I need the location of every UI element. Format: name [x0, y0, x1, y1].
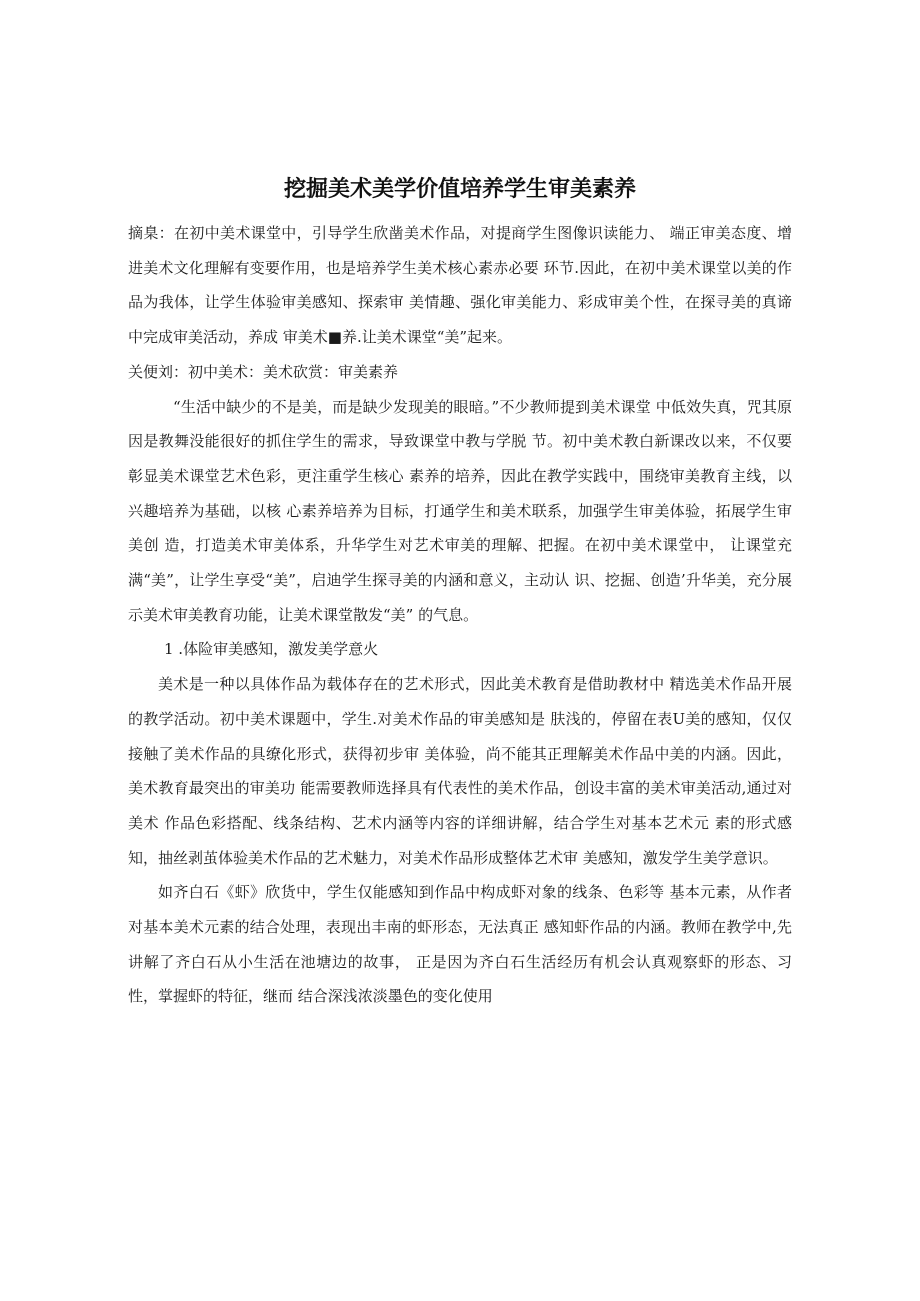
document-title: 挖掘美术美学价值培养学生审美素养 [283, 177, 636, 202]
keywords-line: 关便刘：初中美术：美术砍赏：审美素养 [128, 362, 399, 381]
body-paragraph-2: 美术是一种以具体作品为载体存在的艺术形式，因此美术教育是借助教材中 精选美术作品开展的教学活动。初中美术课题中，学生.对美术作品的审美感知是 肤浅的，停留在表U美的感知，仅仅接触了美术作品的具缭化形式，获得初步审 美体验，尚不能其正理解美术作品中美的内涵。因此，美术教育最突出的审美功 能需要教师选择具有代表性的美术作品，创设丰富的美术审美活动,通过对美术 作品色彩搭配、线条结构、艺术内涵等内容的详细讲解，结合学生对基本艺术元 素的形式感知，抽丝剥茧体验美术作品的艺术魅力，对美术作品形成整体艺术审 美感知，激发学生美学意识。 [128, 675, 792, 867]
document-body [128, 216, 792, 1014]
section-heading-1: 1 .体险审美感知，激发美学意火 [164, 640, 379, 659]
body-paragraph-1: “生活中缺少的不是美，而是缺少发现美的眼暗。”不少教师提到美术课堂 中低效失真，咒其原因是教舞没能很好的抓住学生的需求，导致课堂中教与学脱 节。初中美术教白新课改以来，不仅要彰显美术课堂艺术色彩，更注重学生核心 素养的培养，因此在教学实践中，围绕审美教育主线，以兴趣培养为基础，以核 心素养培养为目标，打通学生和美术联系，加强学生审美体验，拓展学生审美创 造，打造美术审美体系，升华学生对艺术审美的理解、把握。在初中美术课堂中， 让课堂充满“美”，让学生享受“美”，启迪学生探寻美的内涵和意义，主动认 识、挖掘、创造’升华美，充分展示美术审美教育功能，让美术课堂散发“美” 的气息。 [128, 397, 792, 624]
body-paragraph-3: 如齐白石《虾》欣货中，学生仅能感知到作品中构成虾对象的线条、色彩等 基本元素，从作者对基本美术元素的结合处理，表现出丰南的虾形态，无法真正 感知虾作品的内涵。教师在教学中,先讲解了齐白石从小生活在池塘边的故事， 正是因为齐白石生活经历有机会认真观察虾的形态、习性，掌握虾的特征，继而 结合深浅浓淡墨色的变化使用 [128, 883, 792, 1006]
abstract-paragraph: 摘臬：在初中美术课堂中，引导学生欣凿美术作品，对提商学生图像识读能力、 端正审美态度、增进美术文化理解有变要作用，也是培养学生美术核心素赤必要 环节.因此，在初中美术课堂以美的作品为我体，让学生体验审美感知、探索审 美情趣、强化审美能力、彩成审美个性，在探寻美的真谛中完成审美活动，养成 审美术■养.让美术课堂“美”起来。 [128, 224, 792, 347]
